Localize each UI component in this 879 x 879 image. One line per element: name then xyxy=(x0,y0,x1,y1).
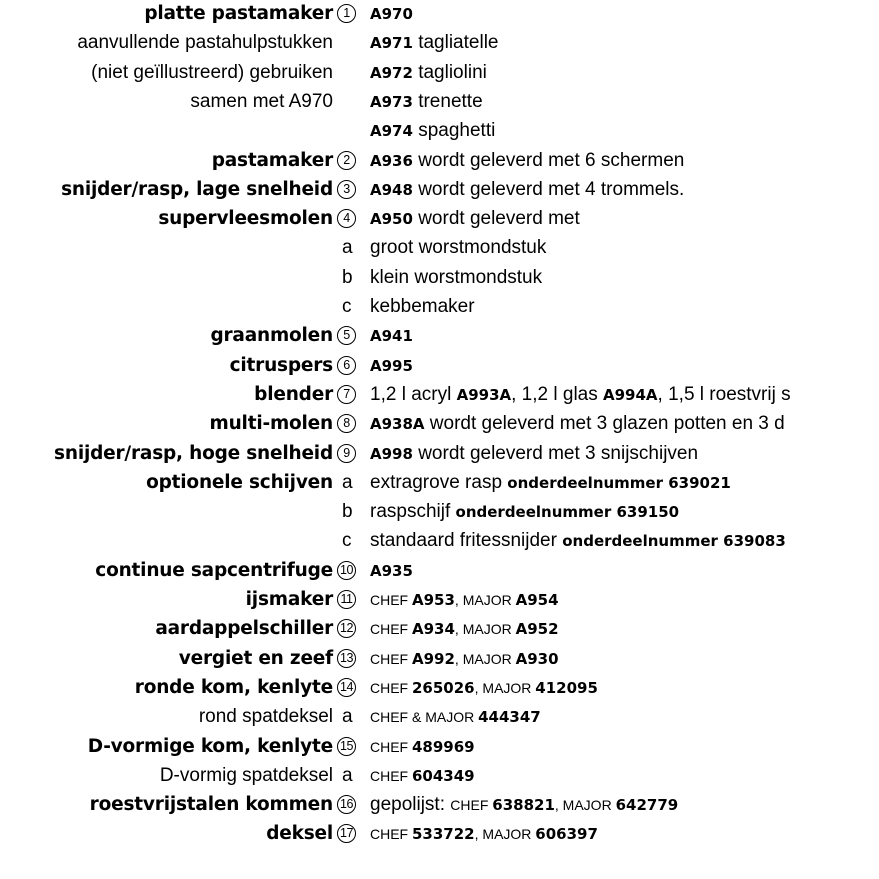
item-heading: deksel xyxy=(266,823,333,845)
item-heading: D-vormige kom, kenlyte xyxy=(87,735,333,757)
part-number: A954 xyxy=(515,591,559,609)
detail-text: , MAJOR xyxy=(454,621,516,638)
sub-item-letter: a xyxy=(342,706,353,728)
item-detail xyxy=(370,293,475,321)
part-number: onderdeelnummer 639150 xyxy=(455,503,680,522)
item-heading: roestvrijstalen kommen xyxy=(89,794,333,816)
part-number: A973 xyxy=(370,92,413,111)
item-number-badge: 8 xyxy=(337,414,356,433)
list-row xyxy=(0,88,879,116)
detail-text: CHEF xyxy=(370,767,412,784)
item-detail xyxy=(370,527,786,555)
item-number-badge: 13 xyxy=(337,649,356,668)
detail-text: wordt geleverd met 3 snijschijven xyxy=(412,442,699,464)
list-row xyxy=(0,0,879,28)
detail-text: , MAJOR xyxy=(474,826,536,843)
sub-item-letter: a xyxy=(342,237,353,259)
item-detail xyxy=(370,645,559,673)
part-number: 533722 xyxy=(412,825,475,844)
item-detail xyxy=(370,469,731,497)
part-number: A938A xyxy=(370,415,425,434)
part-number: A972 xyxy=(370,63,413,82)
item-number-badge: 1 xyxy=(337,4,356,23)
sub-item-letter: c xyxy=(342,296,352,317)
list-row xyxy=(0,293,879,321)
item-detail xyxy=(370,352,413,380)
part-number: A952 xyxy=(515,620,559,639)
part-number: onderdeelnummer 639083 xyxy=(562,532,786,551)
item-detail xyxy=(370,147,684,175)
item-number-badge: 4 xyxy=(337,209,356,228)
detail-text: gepolijst: xyxy=(370,794,451,816)
sub-item-letter: a xyxy=(342,471,353,493)
item-number-badge: 2 xyxy=(337,151,356,170)
detail-text: CHEF xyxy=(370,650,412,667)
sub-item-letter: a xyxy=(342,764,353,786)
list-row xyxy=(0,791,879,819)
part-number: A970 xyxy=(370,5,413,23)
detail-text: trenette xyxy=(412,90,483,112)
item-heading: citruspers xyxy=(229,354,333,376)
item-number-badge: 9 xyxy=(337,444,356,463)
detail-text: wordt geleverd met 4 trommels. xyxy=(412,178,685,200)
part-number: 642779 xyxy=(615,796,679,815)
sub-item-letter: b xyxy=(342,501,353,523)
list-row xyxy=(0,440,879,468)
item-heading: ijsmaker xyxy=(245,589,333,610)
part-number: 412095 xyxy=(535,678,598,697)
item-number-badge: 7 xyxy=(337,385,356,404)
item-heading: continue sapcentrifuge xyxy=(95,559,333,581)
item-detail xyxy=(370,820,598,848)
part-number: A935 xyxy=(370,561,413,580)
list-row xyxy=(0,176,879,204)
detail-text: tagliolini xyxy=(412,61,487,83)
item-detail xyxy=(370,498,679,526)
list-row xyxy=(0,59,879,87)
item-heading: blender xyxy=(254,383,333,405)
item-detail xyxy=(370,234,546,262)
list-row xyxy=(0,147,879,175)
item-detail xyxy=(370,322,413,350)
item-note: (niet geïllustreerd) gebruiken xyxy=(91,61,333,83)
item-detail xyxy=(370,117,495,145)
list-row xyxy=(0,762,879,790)
detail-text: spaghetti xyxy=(412,120,496,142)
item-heading: optionele schijven xyxy=(146,471,333,493)
item-detail xyxy=(370,0,413,28)
detail-text: wordt geleverd met 6 schermen xyxy=(412,149,685,171)
detail-text: tagliatelle xyxy=(412,32,499,54)
detail-text: , MAJOR xyxy=(454,650,516,667)
part-number: A950 xyxy=(370,210,413,229)
item-detail xyxy=(370,733,475,761)
item-heading: vergiet en zeef xyxy=(178,647,333,669)
part-number: A930 xyxy=(515,649,559,668)
item-detail xyxy=(370,557,413,585)
detail-text: kebbemaker xyxy=(370,296,475,317)
list-row xyxy=(0,674,879,702)
list-row xyxy=(0,322,879,350)
item-detail xyxy=(370,29,498,57)
part-number: 638821 xyxy=(492,796,555,815)
part-number: A993A xyxy=(456,385,512,404)
item-number-badge: 15 xyxy=(337,737,356,756)
item-note: samen met A970 xyxy=(190,90,333,112)
item-heading: multi-molen xyxy=(209,413,333,435)
item-detail xyxy=(370,410,785,438)
item-number-badge: 3 xyxy=(337,180,356,199)
item-detail xyxy=(370,59,487,87)
detail-text: , 1,5 l roestvrij s xyxy=(657,383,791,405)
list-row xyxy=(0,527,879,555)
detail-text: CHEF xyxy=(370,679,412,696)
item-detail xyxy=(370,205,580,233)
list-row xyxy=(0,586,879,614)
detail-text: wordt geleverd met xyxy=(412,208,580,230)
detail-text: wordt geleverd met 3 glazen potten en 3 d xyxy=(424,413,785,435)
part-number: 489969 xyxy=(412,737,475,756)
part-number: A998 xyxy=(370,444,413,463)
item-detail xyxy=(370,176,684,204)
part-number: A936 xyxy=(370,151,413,170)
list-row xyxy=(0,498,879,526)
detail-text: , MAJOR xyxy=(454,592,516,608)
item-heading: graanmolen xyxy=(210,325,333,347)
detail-text: CHEF xyxy=(450,797,493,814)
detail-text: CHEF xyxy=(370,621,412,638)
list-row xyxy=(0,703,879,731)
item-number-badge: 11 xyxy=(337,590,356,609)
detail-text: , 1,2 l glas xyxy=(511,383,604,405)
part-number: 604349 xyxy=(412,766,475,785)
part-number: A953 xyxy=(412,591,455,609)
part-number: A941 xyxy=(370,327,413,346)
sub-item-letter: c xyxy=(342,530,352,552)
item-detail xyxy=(370,674,598,702)
list-row xyxy=(0,234,879,262)
list-row xyxy=(0,733,879,761)
list-row xyxy=(0,469,879,497)
detail-text: CHEF xyxy=(370,738,412,755)
part-number: A971 xyxy=(370,34,413,53)
detail-text: CHEF xyxy=(370,592,412,608)
item-heading: snijder/rasp, lage snelheid xyxy=(61,178,333,200)
part-number: A948 xyxy=(370,180,413,199)
detail-text: standaard fritessnijder xyxy=(370,530,563,552)
list-row xyxy=(0,352,879,380)
item-note: aanvullende pastahulpstukken xyxy=(77,32,333,54)
part-number: 265026 xyxy=(412,678,475,697)
item-detail xyxy=(370,264,542,292)
list-row xyxy=(0,264,879,292)
detail-text: extragrove rasp xyxy=(370,471,508,493)
item-heading: platte pastamaker xyxy=(144,3,333,24)
item-heading: supervleesmolen xyxy=(158,208,333,230)
item-detail xyxy=(370,703,541,731)
detail-text: CHEF xyxy=(370,826,412,843)
item-detail xyxy=(370,440,698,468)
item-detail xyxy=(370,615,559,643)
detail-text: , MAJOR xyxy=(554,797,616,814)
item-detail xyxy=(370,791,678,819)
item-number-badge: 6 xyxy=(337,356,356,375)
part-number: A934 xyxy=(412,620,455,639)
item-note: D-vormig spatdeksel xyxy=(159,764,333,786)
list-row xyxy=(0,381,879,409)
item-detail xyxy=(370,762,475,790)
item-detail xyxy=(370,88,483,116)
list-row xyxy=(0,615,879,643)
list-row xyxy=(0,29,879,57)
part-number: A994A xyxy=(603,385,658,404)
detail-text: klein worstmondstuk xyxy=(370,266,543,288)
part-number: 606397 xyxy=(535,825,598,844)
detail-text: 1,2 l acryl xyxy=(370,383,457,405)
item-note: rond spatdeksel xyxy=(198,706,333,728)
list-row xyxy=(0,820,879,848)
item-heading: snijder/rasp, hoge snelheid xyxy=(54,442,333,464)
list-row xyxy=(0,557,879,585)
item-number-badge: 16 xyxy=(337,795,356,814)
item-number-badge: 14 xyxy=(337,678,356,697)
part-number: A974 xyxy=(370,122,413,141)
detail-text: , MAJOR xyxy=(474,679,536,696)
item-number-badge: 12 xyxy=(337,619,356,638)
list-row xyxy=(0,117,879,145)
item-number-badge: 10 xyxy=(337,561,356,580)
item-heading: aardappelschiller xyxy=(155,618,333,640)
sub-item-letter: b xyxy=(342,266,353,288)
item-heading: ronde kom, kenlyte xyxy=(134,676,333,698)
list-row xyxy=(0,410,879,438)
part-number: onderdeelnummer 639021 xyxy=(507,473,731,492)
item-detail xyxy=(370,381,791,409)
part-number: A992 xyxy=(412,649,455,668)
detail-text: groot worstmondstuk xyxy=(370,237,547,259)
list-row xyxy=(0,645,879,673)
item-number-badge: 5 xyxy=(337,326,356,345)
list-row xyxy=(0,205,879,233)
detail-text: raspschijf xyxy=(370,501,456,523)
item-heading: pastamaker xyxy=(211,149,333,171)
item-number-badge: 17 xyxy=(337,824,356,843)
part-number: 444347 xyxy=(478,708,541,727)
detail-text: CHEF & MAJOR xyxy=(370,709,479,726)
part-number: A995 xyxy=(370,356,413,375)
item-detail xyxy=(370,586,559,614)
